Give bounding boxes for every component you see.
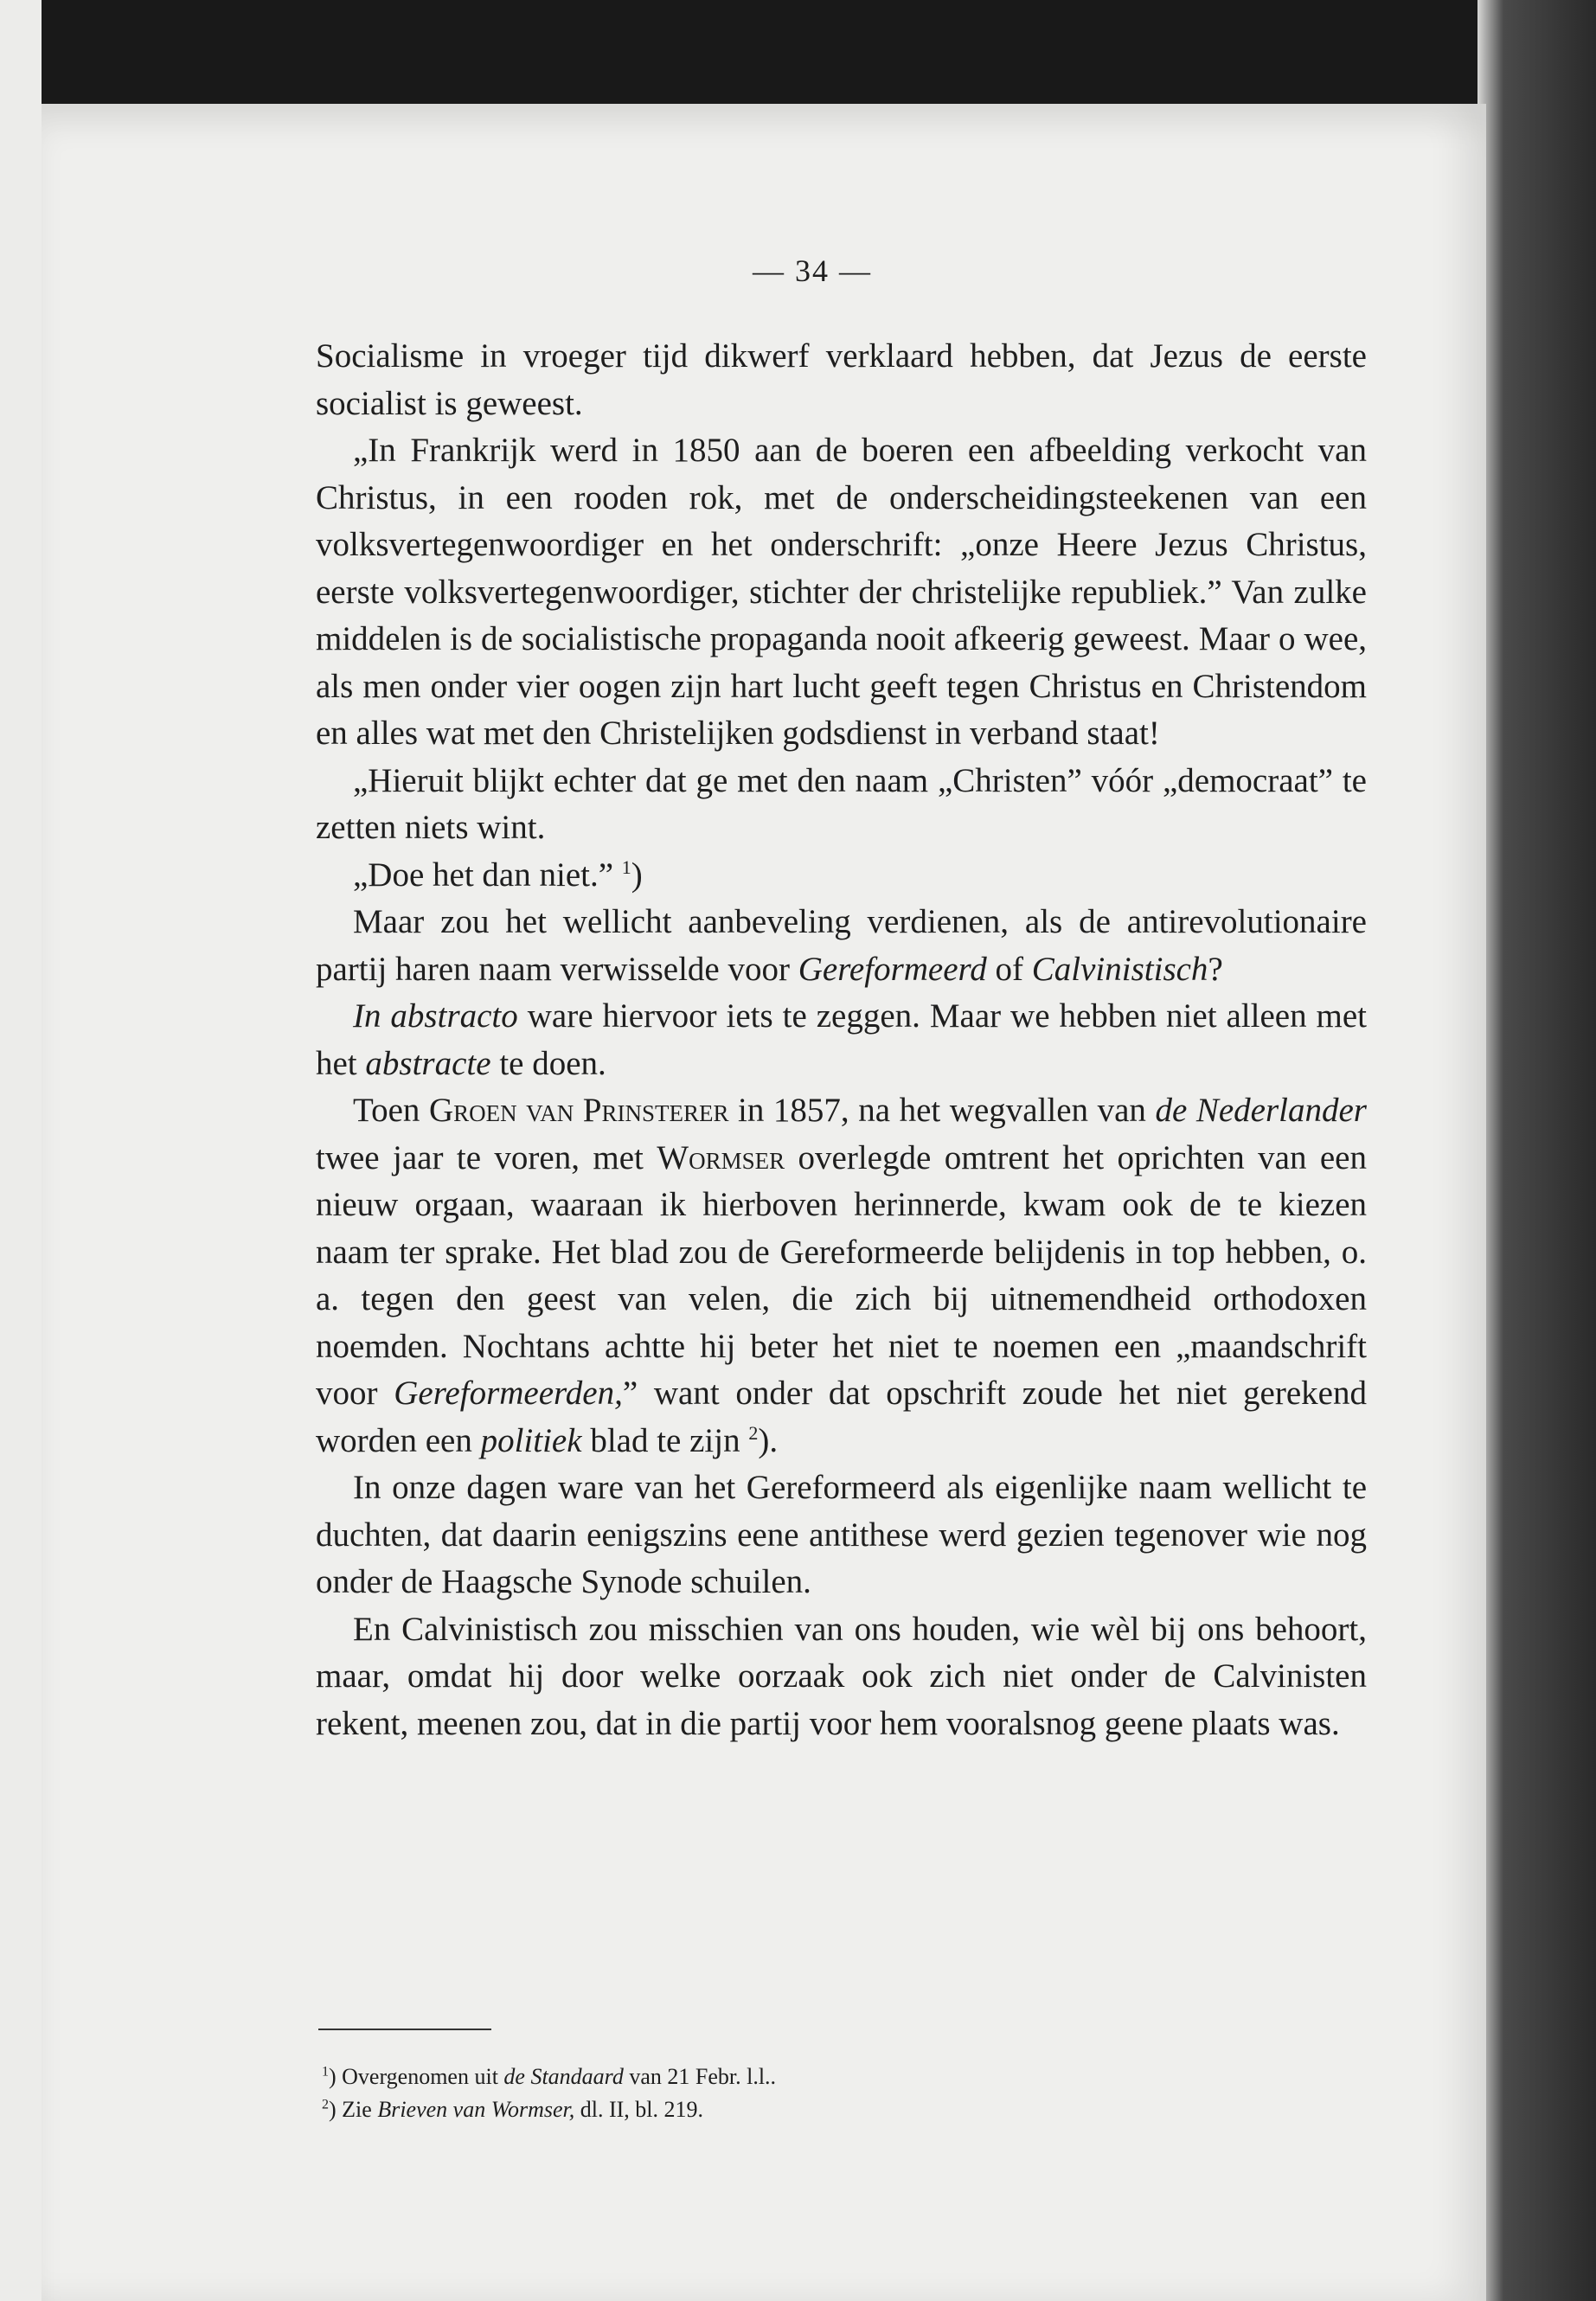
body-text [316, 333, 1367, 1747]
italic-text: abstracte [365, 1044, 491, 1082]
text-run: ” want onder dat opschrift zoude het niet gerekend worden een [316, 1375, 1367, 1459]
italic-text: politiek [480, 1421, 582, 1459]
paragraph [316, 993, 1367, 1087]
footnote-ref: 1 [322, 2064, 329, 2080]
italic-text: Brieven van Wormser, [377, 2097, 575, 2122]
text-run: „Hieruit blijkt echter dat ge met den naam „Christen” vóór „democraat” te zetten niets wint. [316, 761, 1367, 846]
paragraph [316, 333, 1367, 427]
text-run: dl. II, bl. 219. [574, 2097, 704, 2122]
italic-text: In abstracto [353, 997, 518, 1035]
footnote-ref: 1 [621, 856, 631, 878]
text-run: blad te zijn [581, 1421, 749, 1459]
text-run: ). [758, 1421, 779, 1459]
smallcaps-name: Groen van Prinsterer [428, 1092, 729, 1129]
footnote-divider [318, 2029, 491, 2030]
text-run: ware hiervoor iets te zeggen. Maar we hebben niet alleen met het [316, 997, 1367, 1082]
paragraph [316, 1465, 1367, 1606]
text-run: in 1857, na het wegvallen van [728, 1092, 1156, 1129]
text-run: te doen. [490, 1044, 606, 1082]
text-run: Socialisme in vroeger tijd dikwerf verklaard hebben, dat Jezus de eerste socialist is geweest. [316, 337, 1367, 422]
text-run: Toen [353, 1092, 429, 1129]
paragraph [316, 852, 1367, 900]
italic-text: Calvinistisch [1031, 950, 1208, 988]
paragraph [316, 899, 1367, 993]
paragraph [316, 1606, 1367, 1748]
text-run: „Doe het dan niet.” [353, 856, 622, 894]
scan-right-edge [1477, 0, 1596, 2301]
italic-text: de Nederlander [1155, 1092, 1367, 1129]
paragraph [316, 1087, 1367, 1465]
text-run: „In Frankrijk werd in 1850 aan de boeren een afbeelding verkocht van Christus, in een rooden rok, met de onderscheidingsteekenen van een volksvertegenwoordiger en het onderschrift: „onze Heere Jezus Christus, eerste volksvertegenwoordiger, stichter der christelijke republiek.” Van zulke middelen is de socialistische propaganda nooit afkeerig geweest. Maar o wee, als men onder vier oogen zijn hart lucht geeft tegen Christus en Christendom en alles wat met den Christelijken godsdienst in verband staat! [316, 432, 1367, 752]
footnotes [322, 2061, 1187, 2126]
footnote-ref: 2 [748, 1421, 759, 1444]
paragraph [316, 758, 1367, 852]
text-run: En Calvinistisch zou misschien van ons houden, wie wèl bij ons behoort, maar, omdat hij door welke oorzaak ook zich niet onder de Calvinisten rekent, meenen zou, dat in die partij voor hem vooralsnog geene plaats was. [316, 1610, 1367, 1742]
italic-text: Gereformeerden, [394, 1375, 623, 1412]
text-run: ) Zie [329, 2097, 378, 2122]
smallcaps-name: Wormser [657, 1138, 785, 1176]
paragraph [316, 427, 1367, 758]
footnote-ref: 2 [322, 2097, 329, 2112]
italic-text: Gereformeerd [798, 950, 987, 988]
text-run: In onze dagen ware van het Gereformeerd als eigenlijke naam wellicht te duchten, dat daarin eenigszins eene antithese werd gezien tegenover wie nog onder de Haagsche Synode schuilen. [316, 1469, 1367, 1600]
text-run: Maar zou het wellicht aanbeveling verdienen, als de antirevolutionaire partij haren naam verwisselde voor [316, 903, 1367, 988]
footnote [322, 2093, 1187, 2126]
text-run: overlegde omtrent het oprichten van een nieuw orgaan, waaraan ik hierboven herinnerde, kwam ook de te kiezen naam ter sprake. Het blad zou de Gereformeerde belijdenis in top hebben, o. a. tegen den geest van velen, die zich bij uitnemendheid orthodoxen noemden. Nochtans achtte hij beter het niet te noemen een „maandschrift voor [316, 1138, 1367, 1412]
text-run: ) [631, 856, 643, 894]
text-run: ) Overgenomen uit [329, 2064, 504, 2089]
text-run: van 21 Febr. l.l.. [623, 2064, 777, 2089]
italic-text: de Standaard [503, 2064, 624, 2089]
page-number: — 34 — [753, 253, 872, 288]
scan-left-margin [0, 0, 42, 2301]
text-run: twee jaar te voren, met [316, 1138, 657, 1176]
text-run: ? [1208, 950, 1223, 988]
footnote [322, 2061, 1187, 2093]
text-run: of [986, 950, 1032, 988]
